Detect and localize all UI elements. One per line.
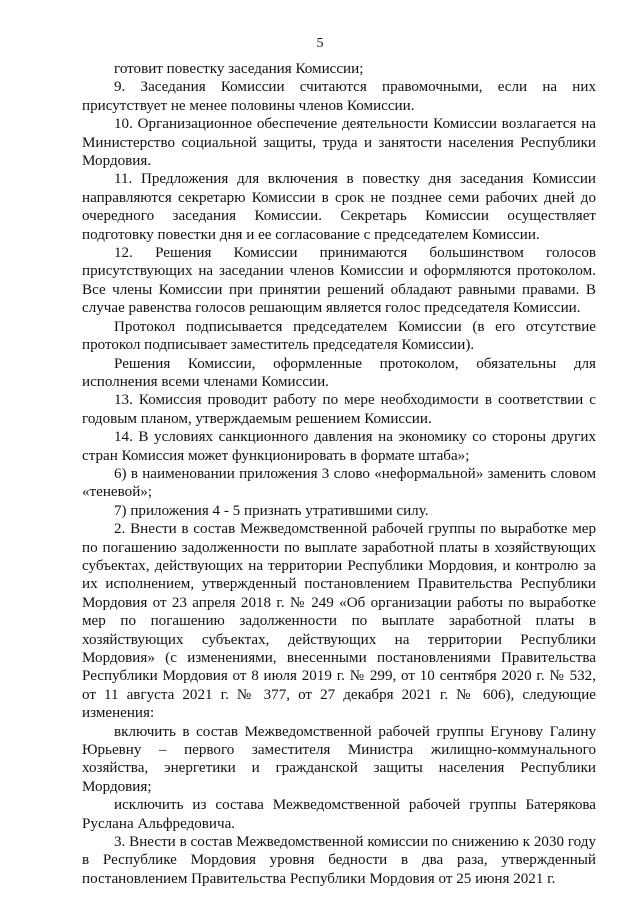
page-number: 5	[316, 36, 324, 51]
paragraph: 7) приложения 4 - 5 признать утратившими силу.	[114, 502, 429, 519]
paragraph: 2. Внести в состав Межведомственной рабочей группы по выработке мер по погашению задолженности по выплате заработной платы в хозяйствующих субъектах, действующих на территории Республики Мордовия, и контролю за их исполнением, утвержденный постановлением Правительства Республики Мордовия от 23 апреля 2018 г. № 249 «Об организации работы по выработке мер по погашению задолженности по выплате заработной платы в хозяйствующих субъектах, действующих на территории Республики Мордовия» (с изменениями, внесенными постановлениями Правительства Республики Мордовия от 8 июля 2019 г. № 299, от 10 сентября 2020 г. № 532, от 11 августа 2021 г. № 377, от 27 декабря 2021 г. № 606), следующие изменения:	[82, 521, 596, 722]
paragraph: готовит повестку заседания Комиссии;	[114, 61, 364, 77]
paragraph: исключить из состава Межведомственной рабочей группы Батерякова Руслана Альфредовича.	[82, 797, 596, 832]
paragraph: 6) в наименовании приложения 3 слово «неформальной» заменить словом «теневой»;	[82, 465, 596, 501]
paragraph: 3. Внести в состав Межведомственной комиссии по снижению к 2030 году в Республике Мордовия уровня бедности в два раза, утвержденный постановлением Правительства Республики Мордовия от 25 июня 2021 г.	[82, 834, 596, 887]
paragraph: Решения Комиссии, оформленные протоколом, обязательны для исполнения всеми членами Комиссии.	[82, 355, 596, 390]
paragraph: Протокол подписывается председателем Комиссии (в его отсутствие протокол подписывает заместитель председателя Комиссии).	[82, 318, 596, 354]
paragraph: 9. Заседания Комиссии считаются правомочными, если на них присутствует не менее половины членов Комиссии.	[82, 79, 596, 114]
paragraph: 13. Комиссия проводит работу по мере необходимости в соответствии с годовым планом, утверждаемым решением Комиссии.	[82, 392, 596, 427]
paragraph: включить в состав Межведомственной рабочей группы Егунову Галину Юрьевну – первого заместителя Министра жилищно-коммунального хозяйства, энергетики и гражданской защиты населения Республики Мордовия;	[82, 723, 596, 795]
document-body	[82, 60, 596, 888]
paragraph: 10. Организационное обеспечение деятельности Комиссии возлагается на Министерство социальной защиты, труда и занятости населения Республики Мордовия.	[82, 116, 596, 170]
paragraph: 14. В условиях санкционного давления на экономику со стороны других стран Комиссия может функционировать в формате штаба»;	[82, 429, 596, 464]
paragraph: 12. Решения Комиссии принимаются большинством голосов присутствующих на заседании членов Комиссии и оформляются протоколом. Все члены Комиссии при принятии решений обладают равными правами. В случае равенства голосов решающим является голос председателя Комиссии.	[82, 245, 596, 317]
paragraph: 11. Предложения для включения в повестку дня заседания Комиссии направляются секретарю Комиссии в срок не позднее семи рабочих дней до очередного заседания Комиссии. Секретарь Комиссии осуществляет подготовку повестки дня и ее согласование с председателем Комиссии.	[82, 171, 596, 243]
